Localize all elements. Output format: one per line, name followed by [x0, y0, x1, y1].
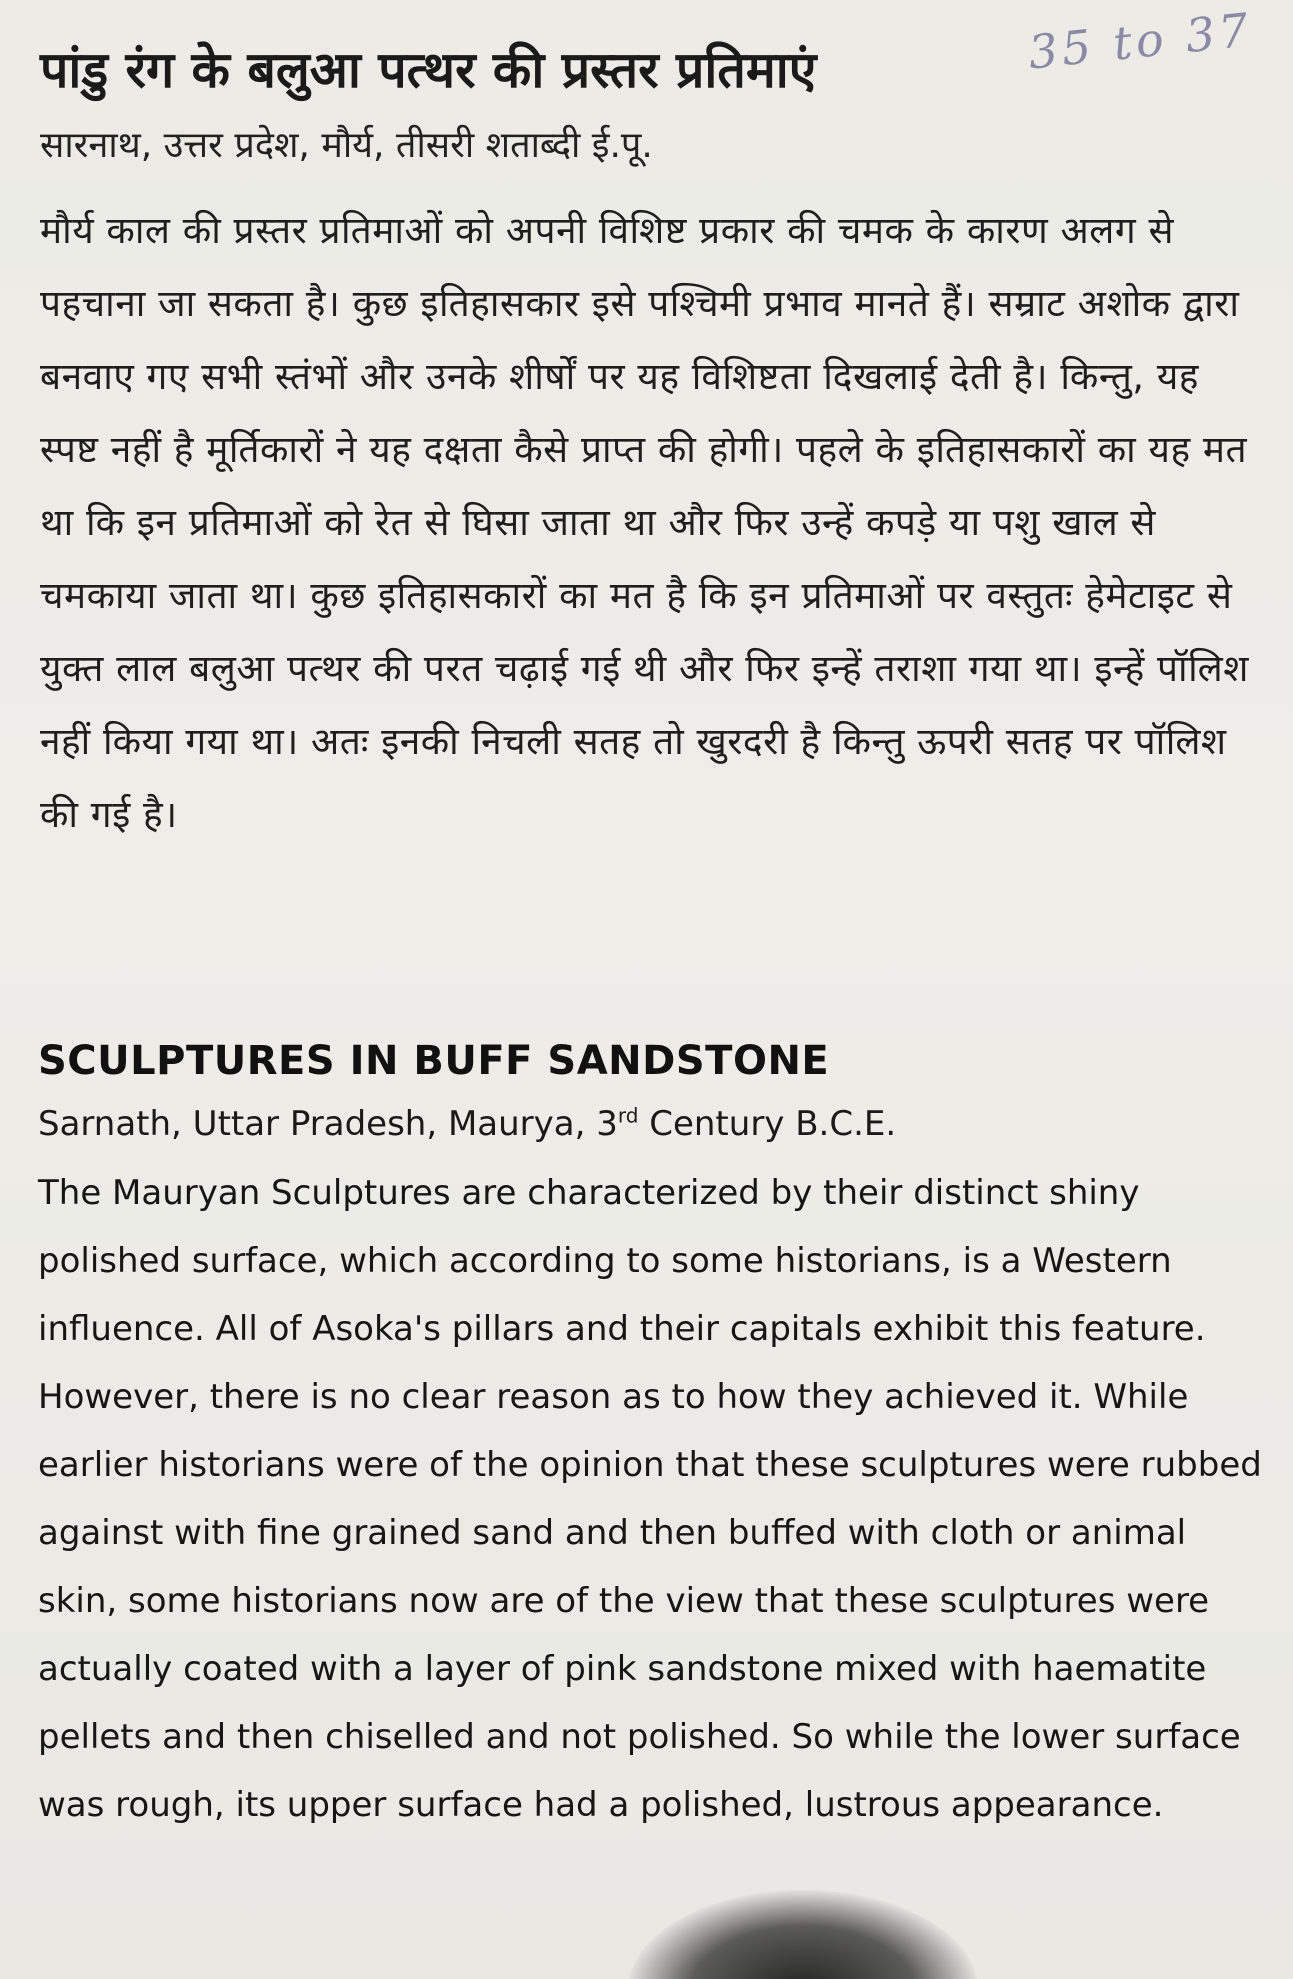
hindi-section	[40, 38, 1265, 851]
english-body: The Mauryan Sculptures are characterized by their distinct shiny polished surface, which according to some historians, is a Western influence. All of Asoka's pillars and their capitals exhibit this feature. However, there is no clear reason as to how they achieved it. While earlier historians were of the opinion that these sculptures were rubbed against with fine grained sand and then buffed with cloth or animal skin, some historians now are of the view that these sculptures were actually coated with a layer of pink sandstone mixed with haematite pellets and then chiselled and not polished. So while the lower surface was rough, its upper surface had a polished, lustrous appearance.	[38, 1172, 1262, 1825]
shadow	[628, 1890, 978, 1979]
ordinal-suffix: rd	[617, 1103, 639, 1128]
english-subtitle-end: Century B.C.E.	[638, 1104, 897, 1144]
hindi-body: मौर्य काल की प्रस्तर प्रतिमाओं को अपनी विशिष्ट प्रकार की चमक के कारण अलग से पहचाना जा सकता है। कुछ इतिहासकार इसे पश्चिमी प्रभाव मानते हैं। सम्राट अशोक द्वारा बनवाए गए सभी स्तंभों और उनके शीर्षों पर यह विशिष्टता दिखलाई देती है। किन्तु, यह स्पष्ट नहीं है मूर्तिकारों ने यह दक्षता कैसे प्राप्त की होगी। पहले के इतिहासकारों का यह मत था कि इन प्रतिमाओं को रेत से घिसा जाता था और फिर उन्हें कपड़े या पशु खाल से चमकाया जाता था। कुछ इतिहासकारों का मत है कि इन प्रतिमाओं पर वस्तुतः हेमेटाइट से युक्त लाल बलुआ पत्थर की परत चढ़ाई गई थी और फिर इन्हें तराशा गया था। इन्हें पॉलिश नहीं किया गया था। अतः इनकी निचली सतह तो खुरदरी है किन्तु ऊपरी सतह पर पॉलिश की गई है।	[40, 208, 1249, 836]
english-subtitle	[38, 1101, 1263, 1149]
english-section	[38, 1035, 1263, 1839]
english-subtitle-start: Sarnath, Uttar Pradesh, Maurya, 3	[38, 1104, 618, 1144]
hindi-title: पांडु रंग के बलुआ पत्थर की प्रस्तर प्रतिमाएं	[40, 41, 817, 99]
handwritten-note: 35 to 37	[1025, 2, 1255, 80]
hindi-subtitle: सारनाथ, उत्तर प्रदेश, मौर्य, तीसरी शताब्दी ई.पू.	[40, 125, 653, 166]
english-title: SCULPTURES IN BUFF SANDSTONE	[38, 1038, 830, 1084]
